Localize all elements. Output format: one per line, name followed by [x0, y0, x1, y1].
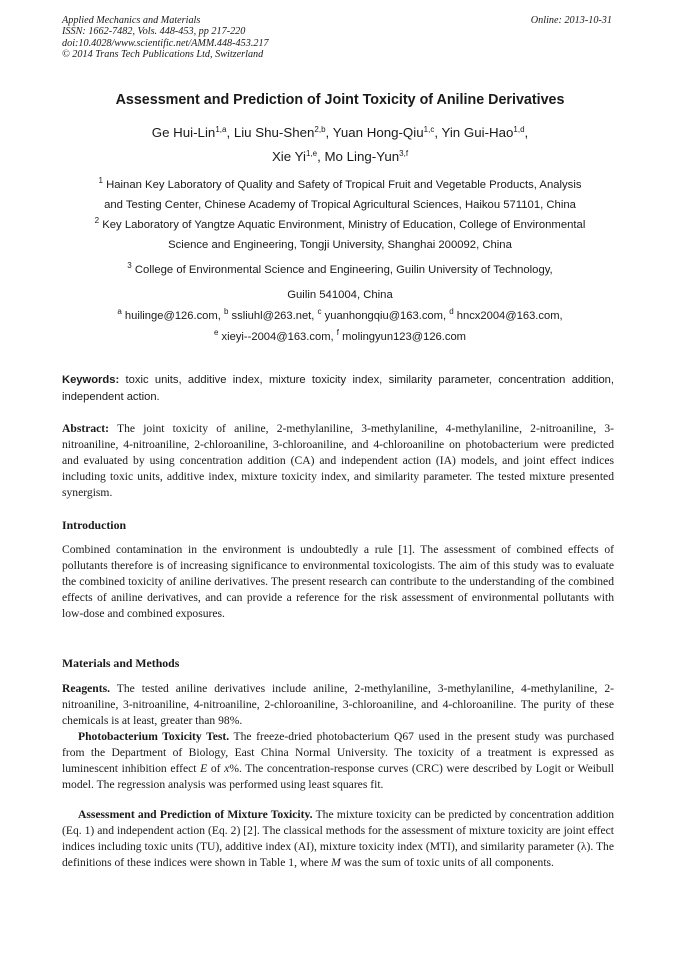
- email-address[interactable]: xieyi--2004@163.com,: [221, 331, 334, 343]
- issn-line: ISSN: 1662-7482, Vols. 448-453, pp 217-220: [62, 26, 246, 38]
- author-sup: 1,e: [305, 149, 318, 158]
- affiliation-text: College of Environmental Science and Engineering, Guilin University of Technology,: [134, 264, 553, 276]
- reagents-label: Reagents.: [62, 682, 110, 695]
- author-sep: ,: [434, 125, 442, 140]
- photobacterium-text: %. The concentration-response curves (CRC) were described by Logit or Weibull model. The regression analysis was performed using least squares fit.: [62, 762, 615, 791]
- author-sep: ,: [325, 125, 333, 140]
- doi-line[interactable]: doi:10.4028/www.scientific.net/AMM.448-453.217: [62, 37, 269, 49]
- abstract: [62, 421, 614, 501]
- email-sup: b: [223, 307, 229, 316]
- author-sup: 1,d: [513, 125, 525, 134]
- author-name: Yin Gui-Hao: [441, 125, 514, 140]
- photobacterium-paragraph: [62, 729, 614, 793]
- author-list: [62, 121, 618, 169]
- assessment-text: was the sum of toxic units of all components.: [343, 856, 554, 869]
- m-symbol: M: [331, 856, 341, 869]
- author-line-1: [62, 121, 618, 145]
- author-name: Xie Yi: [271, 149, 306, 164]
- author-sup: 1,c: [423, 125, 435, 134]
- affiliation-2: [62, 215, 618, 255]
- email-address[interactable]: hncx2004@163.com,: [456, 310, 563, 322]
- online-date: Online: 2013-10-31: [530, 15, 612, 26]
- email-address[interactable]: ssliuhl@263.net,: [231, 310, 315, 322]
- author-sup: 1,a: [215, 125, 227, 134]
- email-address[interactable]: molingyun123@126.com: [342, 331, 467, 343]
- affiliation-text: Key Laboratory of Yangtze Aquatic Environment, Ministry of Education, College of Environmental: [102, 219, 586, 231]
- keywords-text: toxic units, additive index, mixture toxicity index, similarity parameter, concentration addition, independent action.: [62, 374, 614, 403]
- keywords: [62, 372, 614, 406]
- paper-title: Assessment and Prediction of Joint Toxicity of Aniline Derivatives: [115, 92, 565, 108]
- author-name: Liu Shu-Shen: [233, 125, 315, 140]
- photobacterium-text: of: [210, 762, 221, 775]
- author-name: Ge Hui-Lin: [151, 125, 216, 140]
- affiliation-3: [62, 258, 618, 308]
- assessment-text: The mixture toxicity can be predicted by concentration addition (Eq. 1) and independent action (Eq. 2) [2]. The classical methods for the assessment of mixture toxicity are joint effect indices including toxic units (TU), additive index (AI), mixture toxicity index (MTI), and similarity parameter (λ). The definitions of these indices were shown in Table 1, where: [62, 808, 614, 869]
- author-name: Mo Ling-Yun: [324, 149, 400, 164]
- x-symbol: x: [224, 762, 230, 775]
- keywords-label: Keywords:: [62, 374, 120, 386]
- author-sep: ,: [317, 149, 325, 164]
- methods-heading: Materials and Methods: [62, 656, 180, 670]
- email-address[interactable]: yuanhongqiu@163.com,: [324, 310, 447, 322]
- email-sup: f: [336, 328, 339, 337]
- assessment-paragraph: [62, 807, 614, 871]
- effect-symbol: E: [200, 762, 208, 775]
- author-sup: 3,f: [399, 149, 409, 158]
- affiliation-sup: 2: [94, 216, 100, 225]
- reagents-paragraph: [62, 681, 614, 729]
- assessment-label: Assessment and Prediction of Mixture Toxicity.: [78, 808, 313, 821]
- photobacterium-text: The freeze-dried photobacterium Q67 used in the present study was purchased from the Department of Biology, East China Normal University. The toxicity of a treatment is expressed as luminescent inhibition effect: [62, 730, 614, 775]
- journal-header: [62, 15, 618, 60]
- affiliation-text: Science and Engineering, Tongji University, Shanghai 200092, China: [168, 239, 512, 251]
- affiliation-text: and Testing Center, Chinese Academy of Tropical Agricultural Sciences, Haikou 571101, China: [104, 199, 576, 211]
- introduction-text: Combined contamination in the environment is undoubtedly a rule [1]. The assessment of combined effects of pollutants therefore is of increasing significance to environmental toxicologists. The aim of this study was to evaluate the combined toxicity of aniline derivatives. The present research can contribute to the understanding of the combined effects of aniline derivatives, and can provide a reference for the risk assessment of environmental pollutants with low-dose and combined exposures.: [62, 543, 614, 620]
- abstract-label: Abstract:: [62, 422, 110, 435]
- introduction-heading: Introduction: [62, 518, 127, 532]
- email-sup: a: [117, 307, 122, 316]
- author-sep: ,: [524, 125, 529, 140]
- author-sup: 2,b: [314, 125, 326, 134]
- email-address[interactable]: huilinge@126.com,: [124, 310, 221, 322]
- reagents-text: The tested aniline derivatives include aniline, 2-methylaniline, 3-methylaniline, 4-methylaniline, 2-nitroaniline, 3-nitroaniline, 4-nitroaniline, 2-chloroaniline, 3-chloroaniline, and 4-chloroaniline. The purity of these chemicals is at least, greater than 98%.: [62, 682, 614, 727]
- author-line-2: [62, 145, 618, 169]
- journal-name: Applied Mechanics and Materials: [62, 15, 201, 26]
- copyright-line: © 2014 Trans Tech Publications Ltd, Switzerland: [62, 48, 264, 60]
- email-sup: e: [213, 328, 219, 337]
- abstract-text: The joint toxicity of aniline, 2-methylaniline, 3-methylaniline, 4-methylaniline, 2-nitroaniline, 3-nitroaniline, 4-nitroaniline, 2-chloroaniline, 3-chloroaniline, and 4-chloroaniline on photobacterium were predicted and evaluated by using concentration addition (CA) and independent action (IA) models, and joint effect indices including toxic units, additive index, mixture toxicity index, and similarity parameter. The tested mixture presented synergism.: [62, 422, 614, 499]
- email-list: [62, 306, 618, 348]
- affiliation-sup: 3: [127, 261, 132, 270]
- affiliation-text: Guilin 541004, China: [287, 289, 393, 301]
- affiliation-1: [62, 175, 618, 215]
- affiliation-sup: 1: [98, 176, 103, 185]
- email-sup: c: [317, 307, 322, 316]
- photobacterium-label: Photobacterium Toxicity Test.: [78, 730, 230, 743]
- affiliation-text: Hainan Key Laboratory of Quality and Safety of Tropical Fruit and Vegetable Products, Analysis: [106, 179, 582, 191]
- author-sep: ,: [226, 125, 234, 140]
- author-name: Yuan Hong-Qiu: [332, 125, 424, 140]
- email-sup: d: [449, 307, 454, 316]
